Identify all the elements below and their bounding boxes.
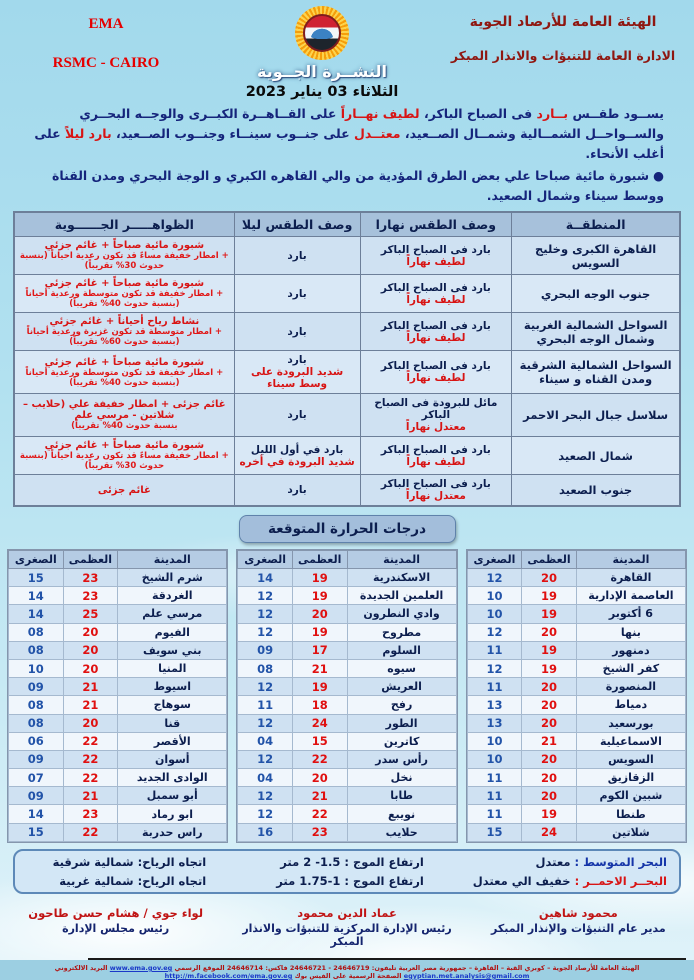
- temp-max-cell: 22: [63, 769, 118, 787]
- temp-min-cell: 12: [467, 569, 522, 587]
- temp-max-cell: 17: [292, 641, 347, 659]
- ema-abbr: EMA: [88, 16, 124, 32]
- temp-city-cell: الاسماعيلية: [576, 732, 685, 750]
- day-cell: مائل للبرودة فى الصباح الباكر معتدل نهاراً: [360, 394, 512, 437]
- temp-min-cell: 12: [238, 587, 293, 605]
- temp-max-cell: 23: [63, 569, 118, 587]
- temp-min-cell: 06: [9, 732, 64, 750]
- temp-max-cell: 19: [292, 569, 347, 587]
- header-center: [206, 4, 438, 100]
- temp-max-cell: 19: [522, 605, 577, 623]
- mediterranean-state: [424, 855, 667, 869]
- temp-row: [9, 769, 227, 787]
- temp-col-header: العظمى: [522, 551, 577, 569]
- temp-row: [238, 714, 456, 732]
- temp-city-cell: كفر الشيخ: [576, 659, 685, 677]
- temp-row: [467, 659, 685, 677]
- temp-max-cell: 22: [63, 750, 118, 768]
- temp-city-cell: المنصورة: [576, 678, 685, 696]
- temps-tables: [0, 550, 694, 842]
- temp-max-cell: 20: [522, 714, 577, 732]
- rsmc-label: RSMC - CAIRO: [52, 55, 160, 71]
- footer-divider: [88, 958, 686, 960]
- region-cell: القاهرة الكبرى وخليج السويس: [512, 237, 680, 275]
- temp-row: [9, 696, 227, 714]
- temp-max-cell: 19: [292, 678, 347, 696]
- temp-min-cell: 12: [238, 750, 293, 768]
- red-sea-wave: ارتفاع الموج : 1-1.75 متر: [276, 873, 424, 888]
- phen-cell: غائم جزئى: [15, 475, 235, 506]
- temp-city-cell: شلاتين: [576, 823, 685, 841]
- signature-name: محمود شاهين: [538, 905, 618, 920]
- temp-max-cell: 21: [63, 696, 118, 714]
- phen-cell: شبورة مائية صباحاً + غائم جزئي + امطار خفيفة مساءً قد تكون رعدية احياناً (بنسبة حدوث 30% تقريباً): [15, 437, 235, 475]
- temp-max-cell: 21: [292, 787, 347, 805]
- temp-min-cell: 08: [9, 696, 64, 714]
- temp-min-cell: 11: [467, 805, 522, 823]
- temp-min-cell: 12: [467, 659, 522, 677]
- temp-row: [467, 587, 685, 605]
- col-day-desc: وصف الطقس نهارا: [360, 213, 512, 237]
- temp-max-cell: 22: [63, 823, 118, 841]
- temp-city-cell: دمنهور: [576, 641, 685, 659]
- temp-city-cell: القاهرة: [576, 569, 685, 587]
- temp-city-cell: مطروح: [347, 623, 456, 641]
- org-name-block: [438, 4, 688, 100]
- forecast-table-body: [15, 237, 680, 506]
- night-cell: بارد في أول الليل شديد البرودة في أخره: [234, 437, 360, 475]
- temp-row: [238, 750, 456, 768]
- temp-city-cell: شبين الكوم: [576, 787, 685, 805]
- temp-row: [238, 678, 456, 696]
- temp-row: [9, 732, 227, 750]
- temp-max-cell: 22: [292, 750, 347, 768]
- temp-row: [467, 641, 685, 659]
- forecast-row: [15, 475, 680, 506]
- temp-city-cell: الطور: [347, 714, 456, 732]
- temp-min-cell: 15: [9, 823, 64, 841]
- temp-min-cell: 04: [238, 732, 293, 750]
- day-cell: بارد فى الصباح الباكر لطيف نهاراً: [360, 313, 512, 351]
- temp-row: [9, 641, 227, 659]
- day-cell: بارد فى الصباح الباكر لطيف نهاراً: [360, 437, 512, 475]
- temp-header-row: [9, 551, 227, 569]
- temp-city-cell: قنا: [118, 714, 227, 732]
- temp-row: [467, 823, 685, 841]
- mediterranean-wave: ارتفاع الموج : 1.5- 2 متر: [280, 854, 424, 869]
- temp-row: [238, 696, 456, 714]
- temp-min-cell: 08: [9, 623, 64, 641]
- col-night-desc: وصف الطقس ليلا: [234, 213, 360, 237]
- night-cell: بارد: [234, 475, 360, 506]
- temp-table-cairo-delta: [467, 550, 686, 842]
- temp-max-cell: 20: [522, 787, 577, 805]
- temp-city-cell: 6 أكتوبر: [576, 605, 685, 623]
- mediterranean-label: البحر المتوسط :: [574, 854, 667, 869]
- temp-min-cell: 09: [9, 787, 64, 805]
- temp-city-cell: المنيا: [118, 659, 227, 677]
- temp-row: [467, 805, 685, 823]
- temp-city-cell: طنطا: [576, 805, 685, 823]
- temp-min-cell: 16: [238, 823, 293, 841]
- night-cell: بارد شديد البرودة على وسط سيناء: [234, 351, 360, 394]
- red-sea-value: خفيف الي معتدل: [472, 873, 571, 888]
- region-cell: جنوب الوجه البحري: [512, 275, 680, 313]
- temp-min-cell: 12: [238, 623, 293, 641]
- night-cell: بارد: [234, 237, 360, 275]
- phen-cell: شبورة مائية صباحاً + غائم جزئي + امطار خفيفة قد تكون متوسطة ورعدية أحياناً (بنسبة حدوث 40% تقريباً): [15, 275, 235, 313]
- temp-city-cell: دمياط: [576, 696, 685, 714]
- bullet-icon: ●: [653, 168, 664, 183]
- temp-min-cell: 14: [9, 805, 64, 823]
- col-region: المنطقــة: [512, 213, 680, 237]
- temp-col-header: الصغرى: [9, 551, 64, 569]
- temp-col-header: المدينة: [576, 551, 685, 569]
- signature-block: [0, 906, 231, 948]
- summary-paragraph: يســود طقــس بــارد فى الصباح الباكر، لطيف نهــاراً على القــاهــرة الكبــرى والوجــه البحــري والســواحــل الشمــالية وشمــال الصــعيد، معتــدل على جنــوب سينــاء وجنــوب الصــعيد، بارد ليلاً على أغلب الأنحاء.: [34, 106, 664, 161]
- temp-row: [467, 569, 685, 587]
- temp-table-upper-egypt: [8, 550, 227, 842]
- temp-min-cell: 13: [467, 696, 522, 714]
- temp-row: [9, 623, 227, 641]
- temp-city-cell: العاصمة الإدارية: [576, 587, 685, 605]
- temp-max-cell: 20: [522, 769, 577, 787]
- temp-city-cell: أسوان: [118, 750, 227, 768]
- temp-min-cell: 10: [467, 750, 522, 768]
- col-phenomena: الظواهـــــر الجــــــوية: [15, 213, 235, 237]
- forecast-row: [15, 351, 680, 394]
- forecast-row: [15, 275, 680, 313]
- temp-city-cell: العريش: [347, 678, 456, 696]
- temp-max-cell: 20: [292, 769, 347, 787]
- temp-row: [9, 787, 227, 805]
- temp-row: [9, 605, 227, 623]
- temp-min-cell: 14: [238, 569, 293, 587]
- temp-city-cell: ابو رماد: [118, 805, 227, 823]
- temp-max-cell: 20: [522, 623, 577, 641]
- temp-row: [467, 623, 685, 641]
- temp-max-cell: 20: [63, 659, 118, 677]
- temp-min-cell: 15: [9, 569, 64, 587]
- temp-city-cell: رفح: [347, 696, 456, 714]
- temp-max-cell: 21: [522, 732, 577, 750]
- signature-name: عماد الدين محمود: [297, 905, 397, 920]
- temp-row: [467, 696, 685, 714]
- region-cell: السواحل الشمالية الغربية وشمال الوجه البحري: [512, 313, 680, 351]
- temp-row: [9, 805, 227, 823]
- forecast-header-row: [15, 213, 680, 237]
- signature-name: لواء جوي / هشام حسن طاحون: [28, 905, 204, 920]
- mediterranean-value: معتدل: [535, 854, 571, 869]
- temp-max-cell: 21: [63, 678, 118, 696]
- red-sea-state: [424, 874, 667, 888]
- temp-row: [9, 587, 227, 605]
- temp-min-cell: 10: [9, 659, 64, 677]
- temp-city-cell: السلوم: [347, 641, 456, 659]
- temp-max-cell: 18: [292, 696, 347, 714]
- temp-col-header: المدينة: [118, 551, 227, 569]
- temp-min-cell: 10: [467, 732, 522, 750]
- phen-cell: غائم جزئى + امطار خفيفة علي (حلايب – شلاتين - مرسي علم بنسبة حدوث 40% تقريباً): [15, 394, 235, 437]
- day-cell: بارد فى الصباح الباكر معتدل نهاراً: [360, 475, 512, 506]
- temp-row: [238, 659, 456, 677]
- red-sea-label: البحــر الاحمــر :: [574, 873, 667, 888]
- facebook-link[interactable]: http://m.facebook.com/ema.gov.eg: [164, 971, 293, 980]
- temp-max-cell: 22: [63, 732, 118, 750]
- night-cell: بارد: [234, 313, 360, 351]
- temp-row: [467, 714, 685, 732]
- temp-max-cell: 20: [522, 678, 577, 696]
- signature-block: [231, 906, 462, 948]
- temp-row: [467, 750, 685, 768]
- phen-cell: نشاط رياح أحياناً + غائم جزئي + امطار متوسطة قد تكون غزيرة ورعدية أحياناً (بنسبة حدوث 60% تقريباً): [15, 313, 235, 351]
- temp-min-cell: 15: [467, 823, 522, 841]
- temp-city-cell: الغردقة: [118, 587, 227, 605]
- temp-max-cell: 19: [522, 805, 577, 823]
- phen-cell: شبورة مائية صباحاً + غائم جزئي + امطار خفيفة قد تكون متوسطة ورعدية أحياناً (بنسبة حدوث 40% تقريباً): [15, 351, 235, 394]
- temp-max-cell: 23: [63, 587, 118, 605]
- region-cell: السواحل الشمالية الشرقية ومدن القناه و سيناء: [512, 351, 680, 394]
- org-dept: الادارة العامة للتنبؤات والانذار المبكر: [450, 48, 676, 63]
- temp-city-cell: السويس: [576, 750, 685, 768]
- temp-min-cell: 12: [238, 714, 293, 732]
- temp-col-header: العظمى: [292, 551, 347, 569]
- forecast-row: [15, 437, 680, 475]
- temp-max-cell: 19: [522, 587, 577, 605]
- temp-city-cell: نخل: [347, 769, 456, 787]
- temp-city-cell: الأقصر: [118, 732, 227, 750]
- temp-city-cell: الوادى الجديد: [118, 769, 227, 787]
- temp-col-header: الصغرى: [238, 551, 293, 569]
- bulletin-date: الثلاثاء 03 يناير 2023: [245, 84, 399, 100]
- temp-max-cell: 22: [292, 805, 347, 823]
- region-cell: شمال الصعيد: [512, 437, 680, 475]
- phen-cell: شبورة مائية صباحاً + غائم جزئي + امطار خفيفة مساءً قد تكون رعدية احياناً (بنسبة حدوث 30% تقريباً): [15, 237, 235, 275]
- temp-max-cell: 19: [522, 641, 577, 659]
- temp-min-cell: 08: [9, 641, 64, 659]
- temp-city-cell: العلمين الجديدة: [347, 587, 456, 605]
- temp-min-cell: 08: [238, 659, 293, 677]
- temp-row: [467, 787, 685, 805]
- signatures: [0, 906, 694, 948]
- mountain-glyph-icon: [309, 27, 335, 39]
- temp-city-cell: كاترين: [347, 732, 456, 750]
- temp-city-cell: طابا: [347, 787, 456, 805]
- temp-city-cell: راس حدربة: [118, 823, 227, 841]
- temp-max-cell: 19: [522, 659, 577, 677]
- temp-max-cell: 20: [292, 605, 347, 623]
- temp-city-cell: الزقازيق: [576, 769, 685, 787]
- temp-max-cell: 19: [292, 587, 347, 605]
- signature-title: رئيس مجلس الإدارة: [62, 921, 170, 935]
- temp-max-cell: 15: [292, 732, 347, 750]
- temp-min-cell: 12: [238, 805, 293, 823]
- temp-row: [9, 823, 227, 841]
- agency-abbr-block: [6, 4, 206, 100]
- temp-min-cell: 10: [467, 587, 522, 605]
- forecast-row: [15, 394, 680, 437]
- temp-max-cell: 20: [63, 641, 118, 659]
- temp-max-cell: 20: [522, 750, 577, 768]
- temp-row: [238, 641, 456, 659]
- temp-city-cell: رأس سدر: [347, 750, 456, 768]
- temp-max-cell: 23: [292, 823, 347, 841]
- temp-max-cell: 20: [63, 714, 118, 732]
- temp-city-cell: بني سويف: [118, 641, 227, 659]
- red-sea-wind: اتجاه الرياح: شمالية غربية: [59, 873, 207, 888]
- temp-max-cell: 24: [292, 714, 347, 732]
- temp-max-cell: 25: [63, 605, 118, 623]
- forecast-table: [14, 212, 680, 506]
- signature-title: مدير عام التنبؤات والإنذار المبكر: [491, 921, 666, 935]
- temp-row: [9, 659, 227, 677]
- day-cell: بارد فى الصباح الباكر لطيف نهاراً: [360, 351, 512, 394]
- temp-row: [9, 714, 227, 732]
- temp-row: [238, 787, 456, 805]
- forecast-summary: [14, 104, 664, 206]
- temp-min-cell: 09: [9, 750, 64, 768]
- temp-table-coasts-sinai: [237, 550, 456, 842]
- temp-row: [467, 605, 685, 623]
- temp-max-cell: 23: [63, 805, 118, 823]
- signature-title: رئيس الإدارة المركزية للتنبؤات والانذار المبكر: [242, 921, 452, 948]
- temp-min-cell: 12: [467, 623, 522, 641]
- temp-min-cell: 12: [238, 787, 293, 805]
- temp-max-cell: 21: [292, 659, 347, 677]
- temp-min-cell: 09: [238, 641, 293, 659]
- temp-max-cell: 24: [522, 823, 577, 841]
- org-name: الهيئة العامة للأرصاد الجوية: [469, 14, 657, 30]
- night-cell: بارد: [234, 275, 360, 313]
- temp-city-cell: بورسعيد: [576, 714, 685, 732]
- temp-row: [467, 678, 685, 696]
- temp-max-cell: 21: [63, 787, 118, 805]
- temp-min-cell: 10: [467, 605, 522, 623]
- day-cell: بارد فى الصباح الباكر لطيف نهاراً: [360, 237, 512, 275]
- temp-city-cell: الفيوم: [118, 623, 227, 641]
- bulletin-title: النشــرة الجــوية: [257, 62, 387, 81]
- summary-bullet: ●شبورة مائية صباحا علي بعض الطرق المؤدية من والي القاهره الكبري و الوجة البحري ومدن القناة ووسط سيناء وشمال الصعيد.: [52, 168, 664, 203]
- temp-col-header: الصغرى: [467, 551, 522, 569]
- temp-city-cell: مرسي علم: [118, 605, 227, 623]
- temp-city-cell: اسيوط: [118, 678, 227, 696]
- temp-row: [9, 569, 227, 587]
- temp-col-header: المدينة: [347, 551, 456, 569]
- temp-min-cell: 11: [467, 787, 522, 805]
- forecast-row: [15, 313, 680, 351]
- day-cell: بارد فى الصباح الباكر لطيف نهاراً: [360, 275, 512, 313]
- temp-col-header: العظمى: [63, 551, 118, 569]
- temp-min-cell: 11: [467, 769, 522, 787]
- temp-city-cell: وادي النطرون: [347, 605, 456, 623]
- contact-footer: الهيئة العامة للأرصاد الجوية – كوبري القبة – القاهرة – جمهورية مصر العربية تليفون: 24646719 - 24646721 فاكس: 24646714 الموقع الرسمي www.ema.gov.eg البريد الالكتروني egyptian.met.analysis@gmail.com الصفحة الرسمية على الفيس بوك http://m.facebook.com/ema.gov.eg: [54, 963, 640, 980]
- temp-row: [238, 823, 456, 841]
- signature-block: [463, 906, 694, 948]
- ema-logo: [295, 6, 349, 60]
- temp-row: [9, 678, 227, 696]
- temp-min-cell: 11: [467, 641, 522, 659]
- temp-city-cell: بنها: [576, 623, 685, 641]
- temp-max-cell: 20: [63, 623, 118, 641]
- region-cell: سلاسل جبال البحر الاحمر: [512, 394, 680, 437]
- temp-min-cell: 12: [238, 605, 293, 623]
- temp-min-cell: 08: [9, 714, 64, 732]
- bulletin-header: [0, 0, 694, 100]
- temp-row: [238, 769, 456, 787]
- temp-min-cell: 11: [238, 696, 293, 714]
- temp-row: [238, 732, 456, 750]
- temp-min-cell: 09: [9, 678, 64, 696]
- temp-row: [467, 732, 685, 750]
- temp-city-cell: أبو سمبل: [118, 787, 227, 805]
- temp-min-cell: 13: [467, 714, 522, 732]
- temp-header-row: [238, 551, 456, 569]
- sea-state-panel: [13, 849, 681, 894]
- temp-min-cell: 12: [238, 678, 293, 696]
- temp-city-cell: نويبع: [347, 805, 456, 823]
- night-cell: بارد: [234, 394, 360, 437]
- temp-max-cell: 20: [522, 569, 577, 587]
- flag-emblem-icon: [303, 14, 341, 52]
- temps-banner: درجات الحرارة المتوقعة: [239, 515, 456, 543]
- temp-city-cell: سوهاج: [118, 696, 227, 714]
- temp-row: [238, 587, 456, 605]
- temp-min-cell: 11: [467, 678, 522, 696]
- temp-row: [238, 605, 456, 623]
- temp-city-cell: الاسكندرية: [347, 569, 456, 587]
- temp-header-row: [467, 551, 685, 569]
- region-cell: جنوب الصعيد: [512, 475, 680, 506]
- temp-city-cell: حلايب: [347, 823, 456, 841]
- temp-city-cell: سيوه: [347, 659, 456, 677]
- temp-max-cell: 19: [292, 623, 347, 641]
- mediterranean-wind: اتجاه الرياح: شمالية شرقية: [52, 854, 207, 869]
- temp-row: [238, 569, 456, 587]
- temp-city-cell: شرم الشيخ: [118, 569, 227, 587]
- temp-max-cell: 20: [522, 696, 577, 714]
- website-link[interactable]: www.ema.gov.eg: [109, 963, 173, 972]
- temp-row: [238, 805, 456, 823]
- temp-row: [467, 769, 685, 787]
- temp-min-cell: 07: [9, 769, 64, 787]
- forecast-row: [15, 237, 680, 275]
- temp-min-cell: 14: [9, 605, 64, 623]
- temp-row: [9, 750, 227, 768]
- temp-min-cell: 04: [238, 769, 293, 787]
- temp-min-cell: 14: [9, 587, 64, 605]
- email-link[interactable]: egyptian.met.analysis@gmail.com: [403, 971, 530, 980]
- temp-row: [238, 623, 456, 641]
